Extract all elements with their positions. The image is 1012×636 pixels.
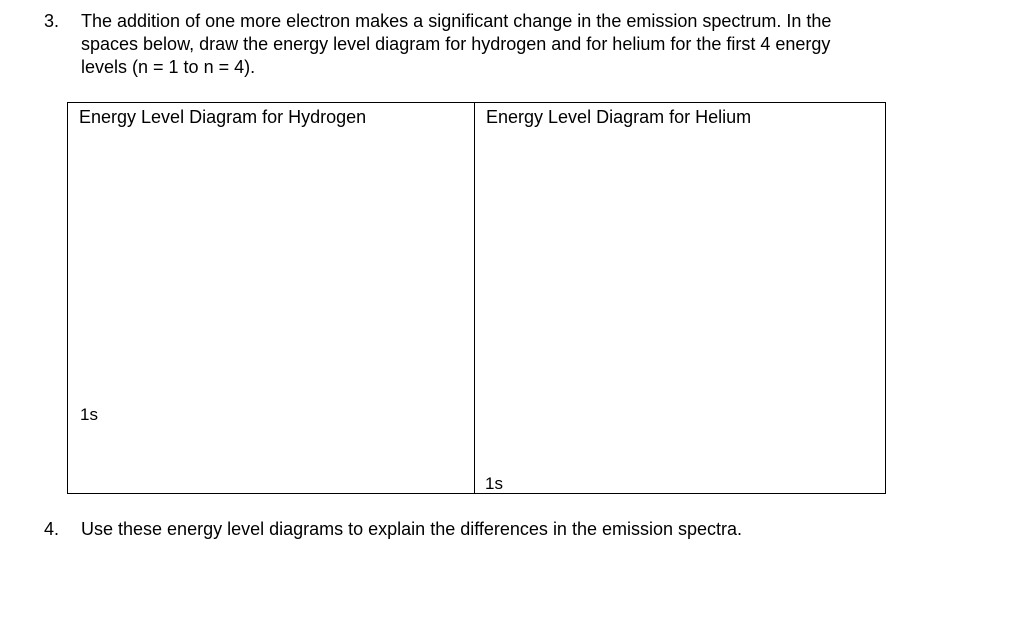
energy-level-table [67, 102, 886, 494]
question-3-line-3: levels (n = 1 to n = 4). [81, 57, 256, 77]
helium-1s-label: 1s [485, 474, 503, 493]
helium-diagram-cell[interactable] [475, 103, 885, 493]
question-4-number: 4. [44, 519, 60, 539]
question-4-text [81, 518, 944, 541]
hydrogen-1s-label: 1s [80, 405, 98, 424]
hydrogen-diagram-cell[interactable] [68, 103, 475, 493]
hydrogen-diagram-title: Energy Level Diagram for Hydrogen [79, 107, 367, 127]
question-3-line-2: spaces below, draw the energy level diagram for hydrogen and for helium for the first 4 energy [81, 34, 831, 54]
question-4 [44, 518, 944, 541]
question-3-text [81, 10, 944, 79]
question-3 [44, 10, 944, 79]
question-3-number: 3. [44, 11, 60, 31]
question-4-line-1: Use these energy level diagrams to explain the differences in the emission spectra. [81, 519, 743, 539]
helium-diagram-title: Energy Level Diagram for Helium [486, 107, 752, 127]
question-3-line-1: The addition of one more electron makes a significant change in the emission spectrum. In the [81, 11, 832, 31]
